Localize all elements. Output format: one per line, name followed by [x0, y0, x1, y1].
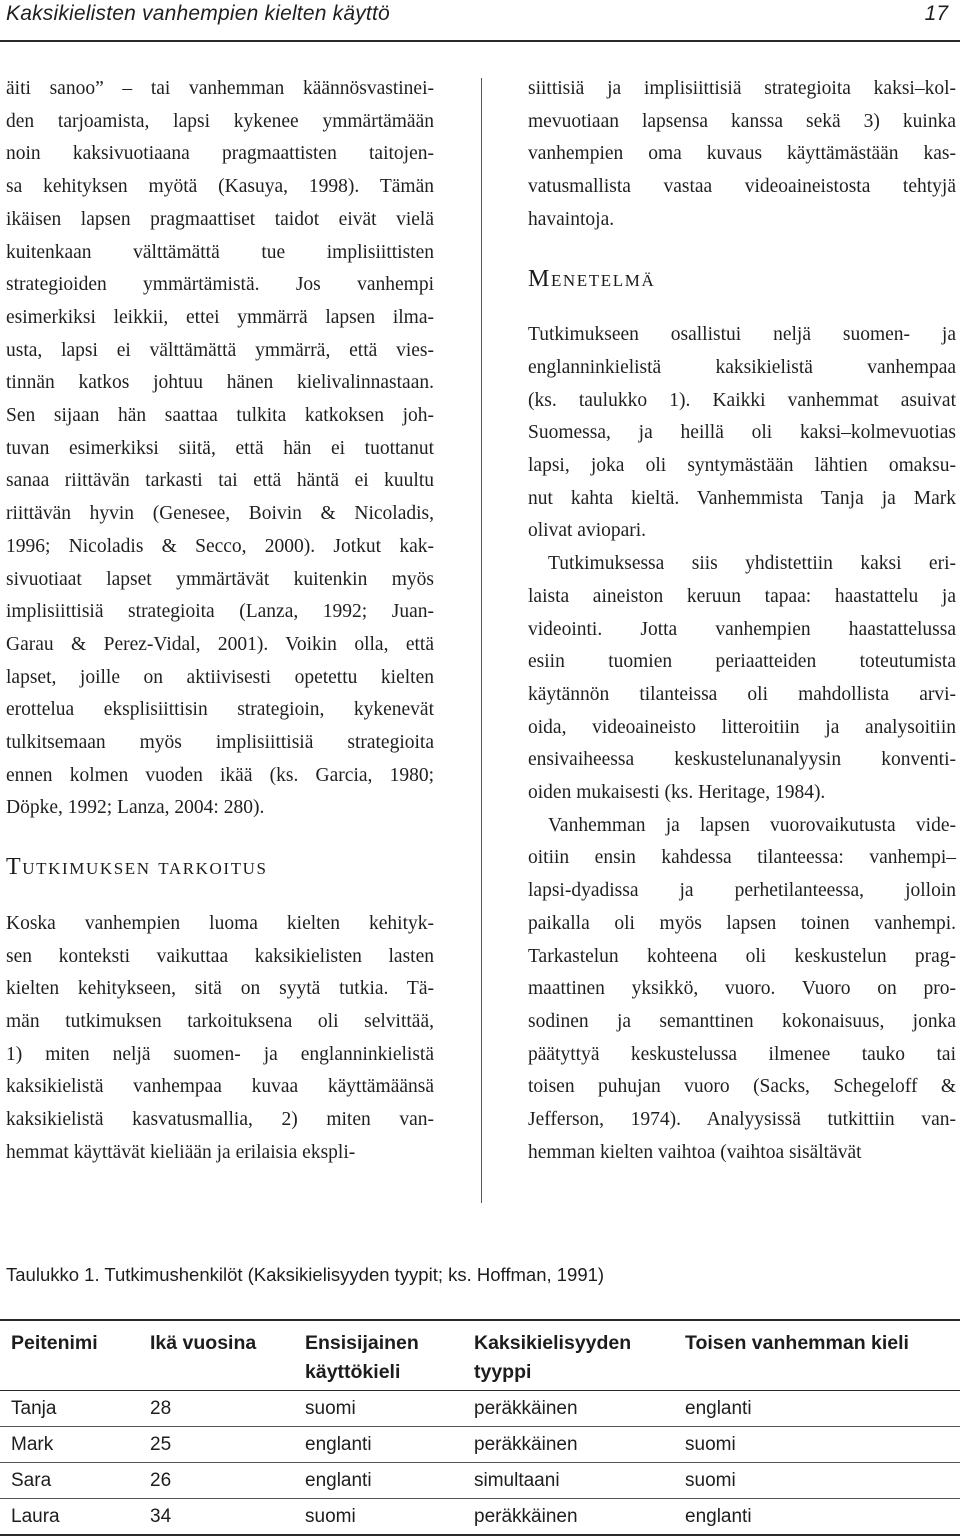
- section-heading-tutkimuksen-tarkoitus: Tutkimuksen tarkoitus: [6, 854, 268, 881]
- spacer: [6, 884, 434, 908]
- text-line: englanninkielistä kaksikielistä vanhempaa: [528, 356, 956, 378]
- text-line: män tutkimuksen tarkoituksena oli selvittää,: [6, 1010, 434, 1032]
- right-paragraph-3: [528, 548, 956, 810]
- table-row: [0, 1499, 960, 1536]
- text-line: den tarjoamista, lapsi kykenee ymmärtämään: [6, 110, 434, 132]
- column-header-kayttokieli: Ensisijainen käyttökieli: [305, 1332, 419, 1383]
- text-line: Jefferson, 1974). Analyysissä tutkittiin van-: [528, 1109, 956, 1131]
- table-cell: 34: [150, 1506, 172, 1527]
- text-line: vatusmallista vastaa videoaineistosta tehtyjä: [528, 176, 956, 198]
- text-line: Tarkastelun kohteena oli keskustelun prag-: [528, 945, 956, 967]
- text-line: ikäisen lapsen pragmaattiset taidot eivät vielä: [6, 208, 434, 230]
- participants-table: [0, 1319, 960, 1536]
- text-line: lapset, joille on aktiivisesti opetettu kielten: [6, 666, 434, 688]
- text-line: lapsi, joka oli syntymästään lähtien omaksu-: [528, 455, 956, 477]
- spacer: [528, 295, 956, 319]
- text-line: kaksikielistä vanhempaa kuvaa käyttämäänsä: [6, 1076, 434, 1098]
- text-line: esiin tuomien periaatteiden toteutumista: [528, 651, 956, 673]
- table-cell: Laura: [11, 1506, 60, 1527]
- text-line: Tutkimukseen osallistui neljä suomen- ja: [528, 324, 956, 346]
- right-paragraph-1: [528, 73, 956, 237]
- text-line: Sen sijaan hän saattaa tulkita katkoksen joh-: [6, 405, 434, 427]
- text-line: sivuotiaat lapset ymmärtävät kuitenkin myös: [6, 568, 434, 590]
- table-row: [0, 1463, 960, 1499]
- left-paragraph-1: [6, 73, 434, 825]
- table-cell: suomi: [305, 1398, 356, 1419]
- text-line: usta, lapsi ei välttämättä ymmärrä, että vies-: [6, 339, 434, 361]
- table-cell: suomi: [685, 1434, 736, 1455]
- table-cell: Mark: [11, 1434, 54, 1455]
- text-line: ennen kolmen vuoden ikää (ks. Garcia, 1980;: [6, 764, 434, 786]
- table-cell: peräkkäinen: [474, 1434, 578, 1455]
- text-line: Tutkimuksessa siis yhdistettiin kaksi eri-: [548, 553, 956, 575]
- table-caption: Taulukko 1. Tutkimushenkilöt (Kaksikielisyyden tyypit; ks. Hoffman, 1991): [6, 1264, 605, 1285]
- column-header-peitenimi: Peitenimi: [11, 1332, 98, 1354]
- text-line: tinnän katkos johtuu hänen kielivalinnastaan.: [6, 372, 434, 394]
- table-cell: suomi: [685, 1470, 736, 1491]
- column-header-toisen-kieli: Toisen vanhemman kieli: [685, 1332, 909, 1354]
- table-cell: 25: [150, 1434, 172, 1455]
- text-line: noin kaksivuotiaana pragmaattisten taitojen-: [6, 143, 434, 165]
- text-line: sodinen ja semanttinen kokonaisuus, jonka: [528, 1010, 956, 1032]
- table-cell: englanti: [305, 1434, 372, 1455]
- spacer: [528, 237, 956, 263]
- text-line: laista aineiston keruun tapaa: haastattelu ja: [528, 585, 956, 607]
- table-cell: englanti: [685, 1506, 752, 1527]
- text-line: sa kehityksen myötä (Kasuya, 1998). Tämän: [6, 176, 434, 198]
- text-line: sen konteksti vaikuttaa kaksikielisten lasten: [6, 945, 434, 967]
- section-heading-menetelma: Menetelmä: [528, 265, 656, 292]
- left-paragraph-2: [6, 908, 434, 1170]
- text-line: 1) miten neljä suomen- ja englanninkielistä: [6, 1043, 434, 1065]
- left-column: [6, 73, 434, 1170]
- text-line: (ks. taulukko 1). Kaikki vanhemmat asuivat: [528, 389, 956, 411]
- text-line: sanaa riittävän tarkasti tai että häntä ei kuultu: [6, 470, 434, 492]
- text-line: siittisiä ja implisiittisiä strategioita kaksi–kol-: [528, 78, 956, 99]
- text-line: mevuotiaan lapsensa kanssa sekä 3) kuinka: [528, 110, 956, 132]
- text-line: Garau & Perez-Vidal, 2001). Voikin olla, että: [6, 633, 434, 655]
- text-line: kielten kehitykseen, sitä on syytä tutkia. Tä-: [6, 978, 434, 1000]
- table-cell: Sara: [11, 1470, 52, 1491]
- table-cell: peräkkäinen: [474, 1506, 578, 1527]
- text-line: nut kahta kieltä. Vanhemmista Tanja ja Mark: [528, 487, 956, 509]
- text-line: strategioiden ymmärtämistä. Jos vanhempi: [6, 274, 434, 296]
- text-line: toisen puhujan vuoro (Sacks, Schegeloff &: [528, 1076, 956, 1098]
- right-column: [528, 73, 956, 1170]
- text-line: kaksikielistä kasvatusmallia, 2) miten van-: [6, 1109, 434, 1131]
- page-number: 17: [924, 2, 948, 25]
- text-line: Koska vanhempien luoma kielten kehityk-: [6, 912, 434, 934]
- column-header-kaksikielisyys: Kaksikielisyyden tyyppi: [474, 1332, 632, 1383]
- right-paragraph-4: [528, 810, 956, 1170]
- text-line: erottelua eksplisiittisin strategioin, kykenevät: [6, 699, 434, 721]
- table-cell: englanti: [685, 1398, 752, 1419]
- text-line: videointi. Jotta vanhempien haastattelussa: [528, 618, 956, 640]
- table-row: [0, 1427, 960, 1463]
- spacer: [6, 825, 434, 851]
- text-line: Vanhemman ja lapsen vuorovaikutusta vide-: [548, 814, 956, 836]
- text-line: ensivaiheessa keskustelunanalyysin konventi-: [528, 749, 956, 771]
- text-line: päätyttyä keskustelussa ilmenee tauko tai: [528, 1043, 956, 1065]
- table-cell: 26: [150, 1470, 172, 1491]
- text-line: lapsi-dyadissa ja perhetilanteessa, jolloin: [528, 880, 956, 902]
- text-line: 1996; Nicoladis & Secco, 2000). Jotkut kak-: [6, 535, 434, 557]
- table-header-row: [0, 1320, 960, 1391]
- text-line: riittävän hyvin (Genesee, Boivin & Nicoladis,: [6, 503, 434, 525]
- text-line: implisiittisiä strategioita (Lanza, 1992; Juan-: [6, 601, 434, 623]
- text-line: maattinen yksikkö, vuoro. Vuoro on pro-: [528, 978, 956, 1000]
- table-cell: simultaani: [474, 1470, 560, 1491]
- header-rule: [0, 40, 960, 42]
- text-line: kuitenkaan välttämättä tue implisiittisten: [6, 241, 434, 263]
- text-line: havaintoja.: [528, 208, 615, 230]
- column-divider: [481, 78, 482, 1203]
- text-line: oiden mukaisesti (ks. Heritage, 1984).: [528, 782, 826, 804]
- text-line: olivat aviopari.: [528, 520, 647, 542]
- table-cell: Tanja: [11, 1398, 57, 1419]
- text-line: Döpke, 1992; Lanza, 2004: 280).: [6, 797, 265, 819]
- table-cell: englanti: [305, 1470, 372, 1491]
- text-line: äiti sanoo” – tai vanhemman käännösvastinei-: [6, 78, 434, 99]
- page-header: [0, 0, 960, 40]
- text-line: hemmat käyttävät kieliään ja erilaisia ekspli-: [6, 1141, 356, 1163]
- text-line: tuvan esimerkiksi siitä, että hän ei tuottanut: [6, 437, 434, 459]
- column-header-ika: Ikä vuosina: [150, 1332, 257, 1354]
- text-line: esimerkiksi leikkii, ettei ymmärrä lapsen ilma-: [6, 306, 434, 328]
- text-line: hemman kielten vaihtoa (vaihtoa sisältävät: [528, 1141, 862, 1163]
- right-paragraph-2: [528, 319, 956, 548]
- table-row: [0, 1391, 960, 1427]
- running-title: Kaksikielisten vanhempien kielten käyttö: [6, 2, 390, 25]
- text-line: Suomessa, ja heillä oli kaksi–kolmevuotias: [528, 422, 956, 444]
- text-line: vanhempien oma kuvaus käyttämästään kas-: [528, 143, 956, 165]
- table-cell: peräkkäinen: [474, 1398, 578, 1419]
- text-line: tulkitsemaan myös implisiittisiä strategioita: [6, 732, 434, 754]
- text-line: oitiin ensin kahdessa tilanteessa: vanhempi–: [528, 847, 956, 869]
- table-cell: suomi: [305, 1506, 356, 1527]
- table-cell: 28: [150, 1398, 172, 1419]
- text-line: käytännön tilanteissa oli mahdollista arvi-: [528, 683, 956, 705]
- text-line: oida, videoaineisto litteroitiin ja analysoitiin: [528, 716, 956, 738]
- text-line: paikalla oli myös lapsen toinen vanhempi.: [528, 912, 956, 934]
